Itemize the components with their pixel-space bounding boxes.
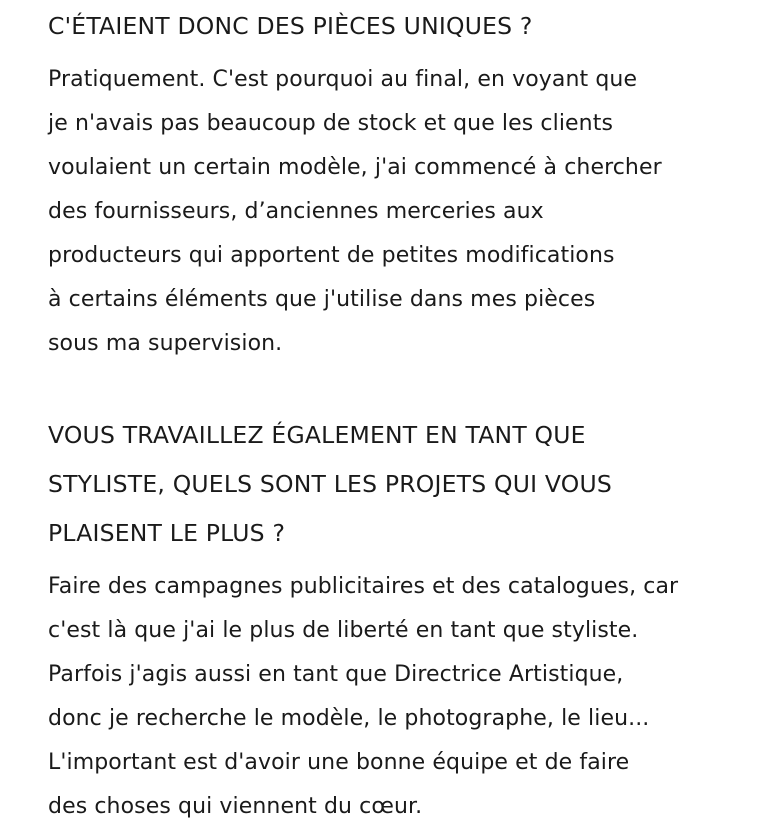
question-heading-1 <box>48 2 533 51</box>
answer-2-line: L'important est d'avoir une bonne équipe et de faire <box>48 750 630 775</box>
answer-1-line: sous ma supervision. <box>48 331 283 356</box>
answer-1-line: producteurs qui apportent de petites modifications <box>48 243 615 268</box>
question-2-line: STYLISTE, QUELS SONT LES PROJETS QUI VOUS <box>48 470 612 498</box>
answer-paragraph-1 <box>48 58 662 366</box>
question-2-line: VOUS TRAVAILLEZ ÉGALEMENT EN TANT QUE <box>48 421 586 449</box>
answer-2-line: Parfois j'agis aussi en tant que Directrice Artistique, <box>48 662 624 687</box>
answer-1-line: Pratiquement. C'est pourquoi au final, en voyant que <box>48 67 638 92</box>
answer-2-line: des choses qui viennent du cœur. <box>48 794 423 819</box>
answer-1-line: je n'avais pas beaucoup de stock et que les clients <box>48 111 614 136</box>
question-2-line: PLAISENT LE PLUS ? <box>48 519 286 547</box>
answer-2-line: c'est là que j'ai le plus de liberté en tant que styliste. <box>48 618 639 643</box>
answer-2-line: Faire des campagnes publicitaires et des catalogues, car <box>48 574 679 599</box>
answer-paragraph-2 <box>48 565 678 829</box>
question-heading-2 <box>48 411 612 558</box>
answer-2-line: donc je recherche le modèle, le photographe, le lieu... <box>48 706 650 731</box>
answer-1-line: des fournisseurs, d’anciennes merceries aux <box>48 199 544 224</box>
answer-1-line: voulaient un certain modèle, j'ai commencé à chercher <box>48 155 662 180</box>
answer-1-line: à certains éléments que j'utilise dans mes pièces <box>48 287 596 312</box>
question-1-line: C'ÉTAIENT DONC DES PIÈCES UNIQUES ? <box>48 12 533 40</box>
